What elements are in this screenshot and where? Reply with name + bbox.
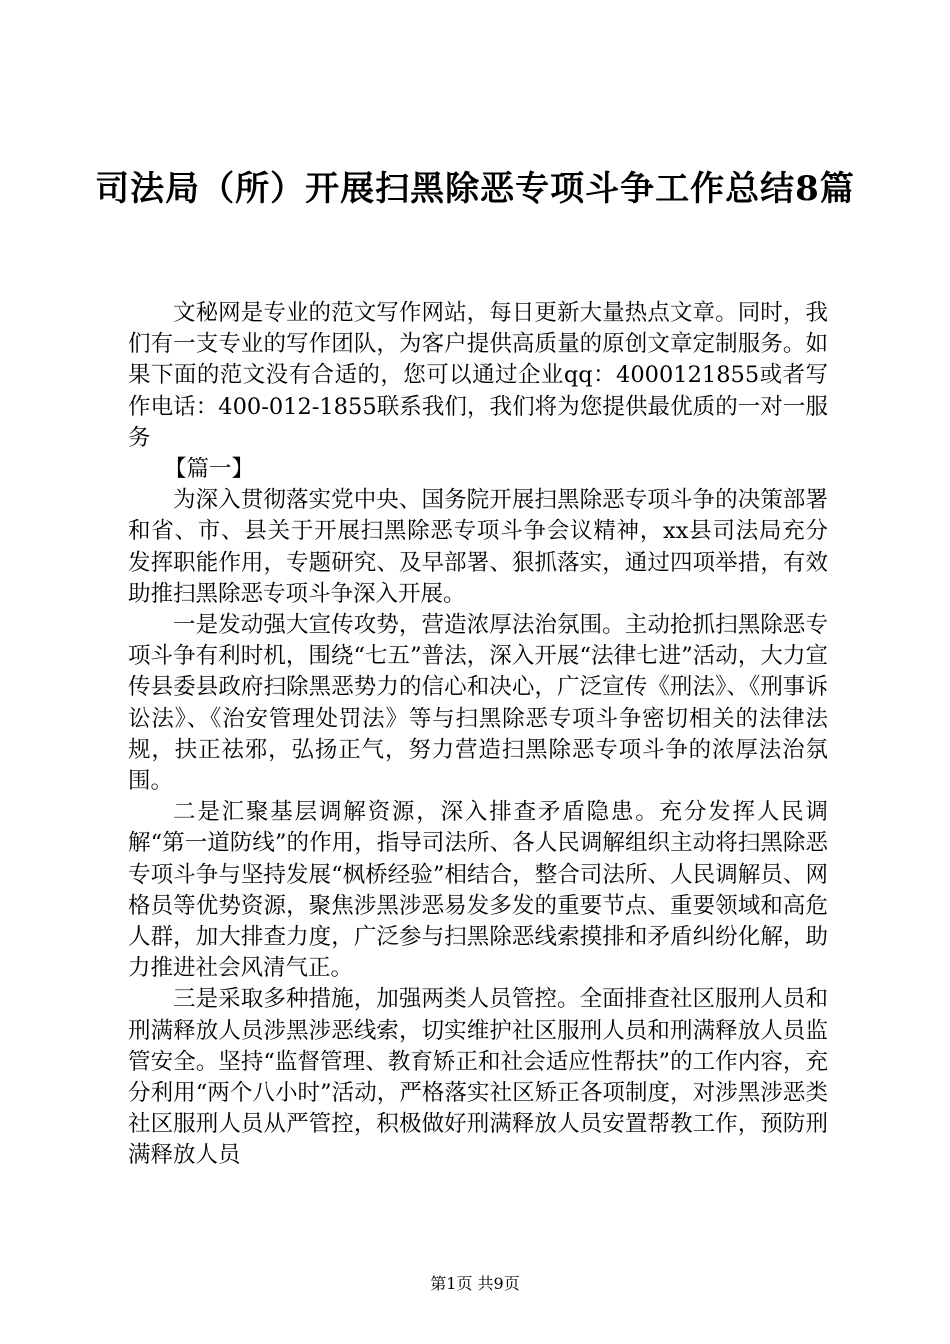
document-title: 司法局（所）开展扫黑除恶专项斗争工作总结8篇: [95, 169, 855, 209]
page-footer: 第1页 共9页: [430, 1274, 520, 1293]
body-paragraph: 三是采取多种措施，加强两类人员管控。全面排查社区服刑人员和刑满释放人员涉黑涉恶线索，切实维护社区服刑人员和刑满释放人员监管安全。坚持“监督管理、教育矫正和社会适应性帮扶”的工作内容，充分利用“两个八小时”活动，严格落实社区矫正各项制度，对涉黑涉恶类社区服刑人员从严管控，积极做好刑满释放人员安置帮教工作，预防刑满释放人员: [128, 986, 828, 1169]
body-paragraph: 一是发动强大宣传攻势，营造浓厚法治氛围。主动抢抓扫黑除恶专项斗争有利时机，围绕“七五”普法，深入开展“法律七进”活动，大力宣传县委县政府扫除黑恶势力的信心和决心，广泛宣传《刑法》、《刑事诉讼法》、《治安管理处罚法》等与扫黑除恶专项斗争密切相关的法律法规，扶正祛邪，弘扬正气，努力营造扫黑除恶专项斗争的浓厚法治氛围。: [128, 612, 828, 795]
intro-paragraph: 文秘网是专业的范文写作网站，每日更新大量热点文章。同时，我们有一支专业的写作团队，为客户提供高质量的原创文章定制服务。如果下面的范文没有合适的，您可以通过企业qq：4000121855或者写作电话：400-012-1855联系我们，我们将为您提供最优质的一对一服务: [128, 300, 828, 451]
body-paragraph: 为深入贯彻落实党中央、国务院开展扫黑除恶专项斗争的决策部署和省、市、县关于开展扫黑除恶专项斗争会议精神，xx县司法局充分发挥职能作用，专题研究、及早部署、狠抓落实，通过四项举措，有效助推扫黑除恶专项斗争深入开展。: [128, 487, 828, 607]
body-paragraph: 二是汇聚基层调解资源，深入排查矛盾隐患。充分发挥人民调解“第一道防线”的作用，指导司法所、各人民调解组织主动将扫黑除恶专项斗争与坚持发展“枫桥经验”相结合，整合司法所、人民调解员、网格员等优势资源，聚焦涉黑涉恶易发多发的重要节点、重要领域和高危人群，加大排查力度，广泛参与扫黑除恶线索摸排和矛盾纠纷化解，助力推进社会风清气正。: [128, 799, 828, 982]
document-body: [128, 298, 828, 1172]
section-heading: 【篇一】: [164, 456, 255, 483]
